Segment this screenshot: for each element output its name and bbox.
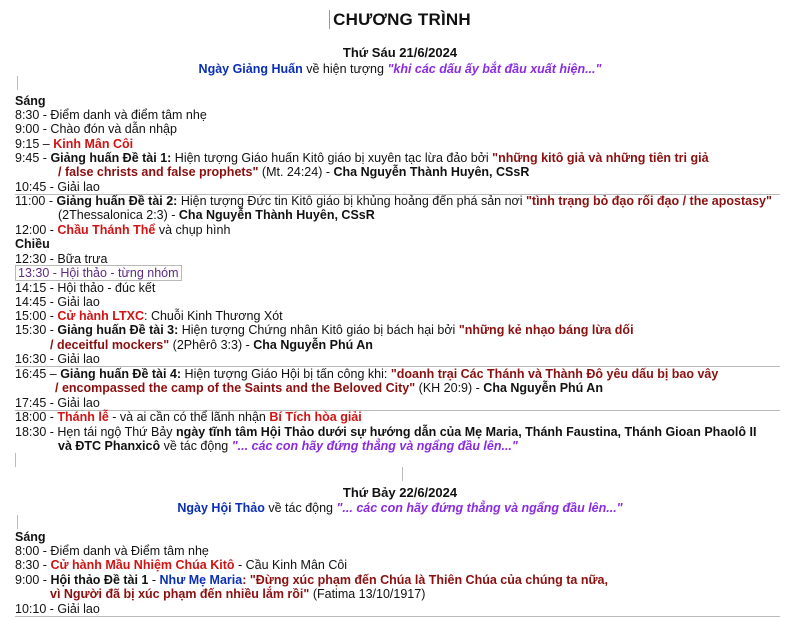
day1-row-900: 9:00 - Chào đón và dẫn nhập <box>15 122 177 136</box>
day1-row-945: 9:45 - Giảng huấn Đề tài 1: Hiện tượng Giáo huấn Kitô giáo bị xuyên tạc lừa đảo bởi "những kitô giả và những tiên tri giả <box>15 151 709 165</box>
day1-row-1045: 10:45 - Giải lao <box>15 180 780 195</box>
day1-row-1415: 14:15 - Hội thảo - đúc kết <box>15 281 156 295</box>
day1-date: Thứ Sáu 21/6/2024 <box>342 45 458 60</box>
day1-row-1530-cont: / deceitful mockers" (2Phêrô 3:3) - Cha Nguyễn Phú An <box>50 338 373 352</box>
day2-theme-name: Ngày Hội Thảo <box>177 501 265 515</box>
day2-row-900-cont: vì Người đã bị xúc phạm đến nhiều lắm rồi" (Fatima 13/10/1917) <box>50 587 426 601</box>
day1-row-1830-cont: và ĐTC Phanxicô về tác động "... các con hãy đứng thẳng và ngẩng đầu lên..." <box>58 439 518 453</box>
day1-row-1800: 18:00 - Thánh lễ - và ai cần có thể lãnh nhận Bí Tích hòa giải <box>15 410 362 424</box>
paragraph-marker <box>17 515 19 529</box>
day1-row-945-cont: / false christs and false prophets" (Mt. 24:24) - Cha Nguyễn Thành Huyên, CSsR <box>58 165 530 179</box>
day2-theme-quote: "... các con hãy đứng thẳng và ngẩng đầu lên..." <box>336 501 623 515</box>
day1-theme-quote: "khi các dấu ấy bắt đầu xuất hiện..." <box>387 62 602 76</box>
day1-theme-name: Ngày Giảng Huấn <box>198 62 303 76</box>
day2-row-1010: 10:10 - Giải lao <box>15 602 780 617</box>
day1-row-1100: 11:00 - Giảng huấn Đề tài 2: Hiện tượng Đức tin Kitô giáo bị khủng hoảng đến phá sản nơi "tình trạng bỏ đạo rối đạo / the apostasy" <box>15 194 772 208</box>
paragraph-marker <box>402 467 404 481</box>
day1-row-1230: 12:30 - Bữa trưa <box>15 252 108 266</box>
day1-morning-label: Sáng <box>15 94 46 108</box>
day2-theme-mid: về tác động <box>268 501 334 515</box>
day1-row-1645: 16:45 – Giảng huấn Đề tài 4: Hiện tượng Giáo Hội bị tấn công khi: "doanh trại Các Thánh và Thành Đô yêu dấu bị bao vây <box>15 367 719 381</box>
page-title: CHƯƠNG TRÌNH <box>0 10 800 30</box>
day1-afternoon-label: Chiều <box>15 237 50 251</box>
day1-row-1830: 18:30 - Hẹn tái ngộ Thứ Bảy ngày tĩnh tâm Hội Thảo dưới sự hướng dẫn của Mẹ Maria, Thánh Faustina, Thánh Gioan Phaolô II <box>15 425 757 439</box>
day1-row-1200: 12:00 - Chầu Thánh Thể và chụp hình <box>15 223 231 237</box>
day1-theme <box>0 62 800 76</box>
day1-row-1530: 15:30 - Giảng huấn Đề tài 3: Hiện tượng Chứng nhân Kitô giáo bị bách hại bởi "những kẻ nhạo báng lừa dối <box>15 323 634 337</box>
day1-row-1500: 15:00 - Cử hành LTXC: Chuỗi Kinh Thương Xót <box>15 309 283 323</box>
rosary-label: Kinh Mân Côi <box>53 137 134 151</box>
day2-row-800: 8:00 - Điểm danh và Điểm tâm nhẹ <box>15 544 209 558</box>
day1-row-830: 8:30 - Điểm danh và điểm tâm nhẹ <box>15 108 207 122</box>
day1-row-915: 9:15 – Kinh Mân Côi <box>15 137 134 151</box>
day1-row-1100-cont: (2Thessalonica 2:3) - Cha Nguyễn Thành Huyên, CSsR <box>58 208 375 222</box>
day2-theme <box>0 501 800 515</box>
paragraph-marker <box>17 76 19 90</box>
day2-row-830: 8:30 - Cử hành Mầu Nhiệm Chúa Kitô - Cầu Kinh Mân Côi <box>15 558 348 572</box>
day1-row-1445: 14:45 - Giải lao <box>15 295 100 309</box>
day1-row-1745: 17:45 - Giải lao <box>15 396 780 411</box>
day1-row-1330: 13:30 - Hội thảo - từng nhóm <box>15 266 182 280</box>
day1-row-1645-cont: / encompassed the camp of the Saints and the Beloved City" (KH 20:9) - Cha Nguyễn Phú An <box>55 381 603 395</box>
day2-date: Thứ Bảy 22/6/2024 <box>342 485 458 500</box>
day2-morning-label: Sáng <box>15 530 46 544</box>
day1-row-1630: 16:30 - Giải lao <box>15 352 780 367</box>
day1-theme-mid: về hiện tượng <box>306 62 384 76</box>
paragraph-marker <box>15 453 17 467</box>
day2-row-900: 9:00 - Hội thảo Đề tài 1 - Như Mẹ Maria: "Đừng xúc phạm đến Chúa là Thiên Chúa của chúng ta nữa, <box>15 573 608 587</box>
